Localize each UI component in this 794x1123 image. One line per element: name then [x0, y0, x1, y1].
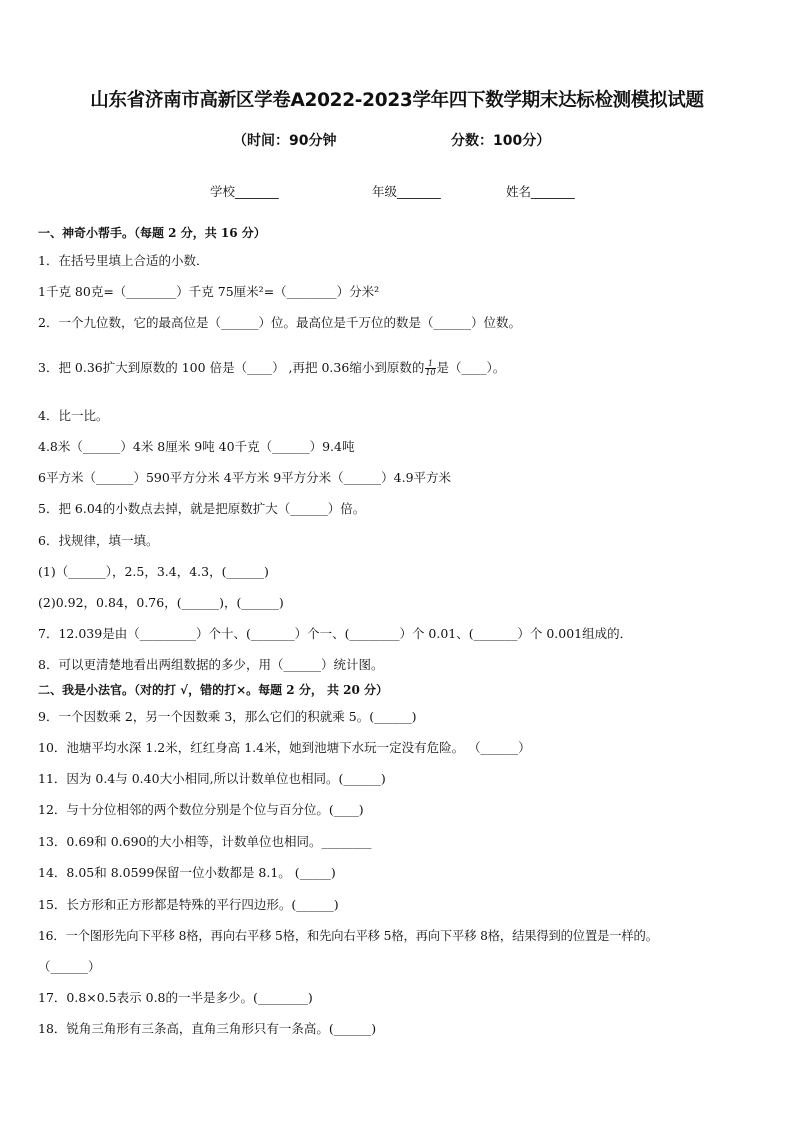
exam-score: 分数：100分）	[451, 133, 551, 149]
exam-time: （时间：90分钟	[233, 133, 337, 149]
question-11: 11．因为 0.4与 0.40大小相同,所以计数单位也相同。(______)	[38, 771, 386, 786]
question-6: 6．找规律，填一填。	[38, 533, 159, 548]
question-8: 8．可以更清楚地看出两组数据的多少，用（______）统计图。	[38, 657, 384, 672]
question-1: 1．在括号里填上合适的小数．	[38, 253, 209, 268]
question-13: 13．0.69和 0.690的大小相等，计数单位也相同。________	[38, 834, 372, 849]
question-1-items: 1千克 80克=（________）千克 75厘米²=（________）分米²	[38, 284, 380, 299]
grade-field[interactable]: 年级_______	[372, 184, 441, 199]
fraction-one-tenth	[425, 360, 435, 377]
section-heading-1: 一、神奇小帮手。（每题 2 分，共 16 分）	[38, 226, 266, 240]
question-4-row-1: 4.8米（______）4米 8厘米 9吨 40千克（______）9.4吨	[38, 439, 355, 454]
question-3-text-after: 是（____）。	[436, 360, 506, 375]
question-10: 10．池塘平均水深 1.2米，红红身高 1.4米，她到池塘下水玩一定没有危险。 （______）	[38, 740, 531, 755]
question-16: 16．一个图形先向下平移 8格，再向右平移 5格，和先向右平移 5格，再向下平移 8格，结果得到的位置是一样的。	[38, 929, 658, 943]
fraction-numerator: 1	[425, 360, 435, 369]
question-7: 7．12.039是由（_________）个十、(_______）个一、(________）个 0.01、(_______）个 0.001组成的．	[38, 626, 633, 641]
question-14: 14．8.05和 8.0599保留一位小数都是 8.1。 (_____)	[38, 865, 336, 880]
question-12: 12．与十分位相邻的两个数位分别是个位与百分位。(____)	[38, 802, 364, 817]
question-3-text-before: 3．把 0.36扩大到原数的 100 倍是（____） ,再把 0.36缩小到原数的	[38, 360, 425, 375]
question-3	[38, 358, 505, 377]
page-title: 山东省济南市高新区学卷A2022-2023学年四下数学期末达标检测模拟试题	[90, 90, 704, 111]
question-6-part-1: (1)（______），2.5，3.4，4.3，(______)	[38, 564, 269, 579]
question-15: 15．长方形和正方形都是特殊的平行四边形。(______)	[38, 897, 339, 912]
question-6-part-2: (2)0.92，0.84，0.76，(______)，(______)	[38, 595, 284, 610]
name-field[interactable]: 姓名_______	[506, 184, 575, 199]
section-heading-2: 二、我是小法官。（对的打 √，错的打×。每题 2 分， 共 20 分）	[38, 683, 389, 697]
question-2: 2．一个九位数，它的最高位是（______）位。最高位是千万位的数是（______）位数。	[38, 315, 521, 330]
question-17: 17．0.8×0.5表示 0.8的一半是多少。(________)	[38, 990, 313, 1005]
question-18: 18．锐角三角形有三条高，直角三角形只有一条高。(______)	[38, 1021, 377, 1036]
school-field[interactable]: 学校_______	[210, 184, 279, 199]
question-4: 4．比一比。	[38, 408, 109, 423]
question-16-answer: （______）	[38, 959, 101, 974]
question-4-row-2: 6平方米（______）590平方分米 4平方米 9平方分米（______）4.9平方米	[38, 470, 452, 485]
question-5: 5．把 6.04的小数点去掉，就是把原数扩大（______）倍。	[38, 501, 366, 516]
fraction-denominator: 10	[425, 368, 436, 377]
question-9: 9．一个因数乘 2，另一个因数乘 3，那么它们的积就乘 5。(______)	[38, 709, 417, 724]
